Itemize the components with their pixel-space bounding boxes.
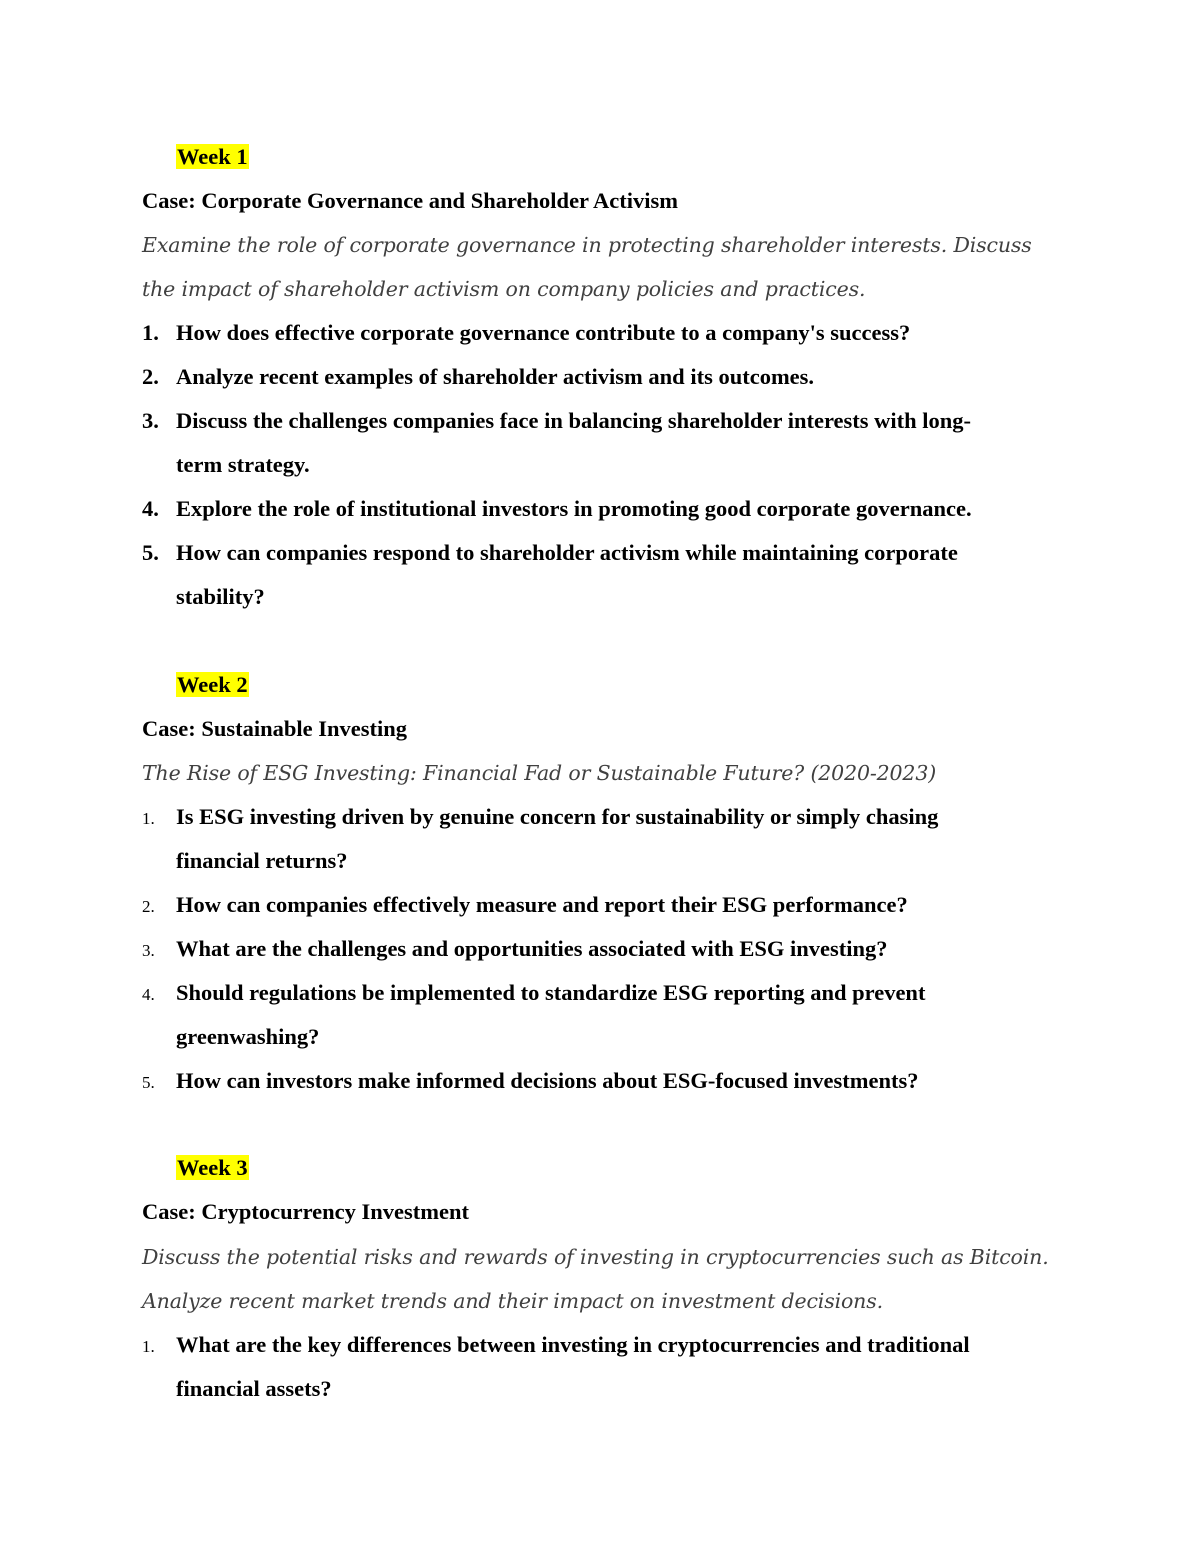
week-heading <box>176 670 1076 700</box>
question-text: How can investors make informed decisions about ESG-focused investments? <box>176 1068 919 1093</box>
case-description-line: The Rise of ESG Investing: Financial Fad or Sustainable Future? (2020-2023) <box>142 761 937 785</box>
question-text-continued: term strategy. <box>176 452 310 477</box>
question-text: Analyze recent examples of shareholder activism and its outcomes. <box>176 364 815 389</box>
case-description-line: Analyze recent market trends and their impact on investment decisions. <box>142 1289 883 1313</box>
question-text: How can companies respond to shareholder activism while maintaining corporate <box>176 540 958 565</box>
week-heading <box>176 142 1076 172</box>
case-title: Case: Sustainable Investing <box>142 716 408 741</box>
case-description-line: Discuss the potential risks and rewards of investing in cryptocurrencies such as Bitcoin. <box>142 1245 1049 1269</box>
question-number: 3. <box>142 408 159 433</box>
question-number: 1. <box>142 320 159 345</box>
question-text: How does effective corporate governance contribute to a company's success? <box>176 320 911 345</box>
question-number: 5. <box>142 1073 155 1092</box>
week-label: Week 1 <box>177 144 248 169</box>
question-number: 4. <box>142 496 159 521</box>
question-text: Discuss the challenges companies face in balancing shareholder interests with long- <box>176 408 972 433</box>
case-description-line: the impact of shareholder activism on company policies and practices. <box>142 277 866 301</box>
week-label: Week 2 <box>177 672 248 697</box>
question-text: Explore the role of institutional investors in promoting good corporate governance. <box>176 496 972 521</box>
case-title: Case: Cryptocurrency Investment <box>142 1199 470 1224</box>
question-number: 2. <box>142 364 159 389</box>
question-text: How can companies effectively measure and report their ESG performance? <box>176 892 908 917</box>
week-heading <box>176 1153 1076 1183</box>
question-number: 1. <box>142 1337 155 1356</box>
question-text-continued: financial assets? <box>176 1376 332 1401</box>
question-text: What are the challenges and opportunities associated with ESG investing? <box>176 936 888 961</box>
week-label: Week 3 <box>177 1155 248 1180</box>
case-title: Case: Corporate Governance and Shareholder Activism <box>142 188 679 213</box>
question-text-continued: financial returns? <box>176 848 348 873</box>
question-text-continued: stability? <box>176 584 265 609</box>
question-number: 1. <box>142 809 155 828</box>
question-number: 4. <box>142 985 155 1004</box>
question-text: What are the key differences between investing in cryptocurrencies and traditional <box>176 1332 970 1357</box>
case-description-line: Examine the role of corporate governance in protecting shareholder interests. Discuss <box>142 233 1032 257</box>
question-text: Is ESG investing driven by genuine concern for sustainability or simply chasing <box>176 804 939 829</box>
question-text: Should regulations be implemented to standardize ESG reporting and prevent <box>176 980 926 1005</box>
question-number: 2. <box>142 897 155 916</box>
question-number: 5. <box>142 540 159 565</box>
question-text-continued: greenwashing? <box>176 1024 320 1049</box>
question-number: 3. <box>142 941 155 960</box>
